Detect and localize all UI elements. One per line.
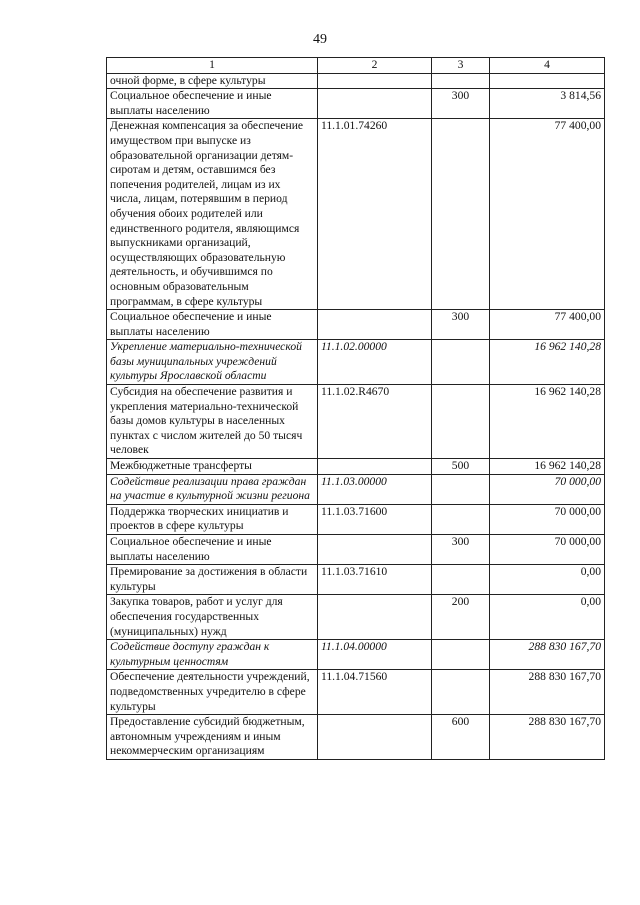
- row-name-cell: Социальное обеспечение и иные выплаты населению: [107, 310, 318, 340]
- row-kvr-cell: [432, 119, 490, 310]
- table-row: [107, 89, 605, 119]
- row-amount-cell: 288 830 167,70: [490, 715, 605, 760]
- table-row: [107, 715, 605, 760]
- table-row: [107, 565, 605, 595]
- table-row: [107, 535, 605, 565]
- table-row: [107, 385, 605, 459]
- row-code-cell: 11.1.02.R4670: [318, 385, 432, 459]
- row-kvr-cell: [432, 340, 490, 385]
- row-name-cell: Социальное обеспечение и иные выплаты населению: [107, 89, 318, 119]
- row-name-cell: Закупка товаров, работ и услуг для обеспечения государственных (муниципальных) нужд: [107, 595, 318, 640]
- row-code-cell: 11.1.01.74260: [318, 119, 432, 310]
- table-row: [107, 640, 605, 670]
- row-code-cell: 11.1.04.00000: [318, 640, 432, 670]
- row-name-cell: Укрепление материально-технической базы муниципальных учреждений культуры Ярославской области: [107, 340, 318, 385]
- header-col-4: 4: [490, 58, 605, 74]
- row-code-cell: [318, 459, 432, 475]
- row-name-cell: Предоставление субсидий бюджетным, автономным учреждениям и иным некоммерческим организациям: [107, 715, 318, 760]
- row-name-cell: Обеспечение деятельности учреждений, подведомственных учредителю в сфере культуры: [107, 670, 318, 715]
- row-code-cell: 11.1.03.71600: [318, 504, 432, 534]
- table-row: [107, 459, 605, 475]
- row-name-cell: Содействие реализации права граждан на участие в культурной жизни региона: [107, 474, 318, 504]
- table-row: [107, 119, 605, 310]
- row-kvr-cell: 300: [432, 310, 490, 340]
- row-kvr-cell: 300: [432, 535, 490, 565]
- row-kvr-cell: 600: [432, 715, 490, 760]
- row-amount-cell: 77 400,00: [490, 310, 605, 340]
- row-name-cell: Поддержка творческих инициатив и проектов в сфере культуры: [107, 504, 318, 534]
- row-code-cell: 11.1.03.71610: [318, 565, 432, 595]
- table-row: [107, 504, 605, 534]
- row-code-cell: [318, 535, 432, 565]
- table-row: [107, 474, 605, 504]
- row-amount-cell: 16 962 140,28: [490, 459, 605, 475]
- row-name-cell: Субсидия на обеспечение развития и укрепления материально-технической базы домов культуры в населенных пунктах с числом жителей до 50 тысяч человек: [107, 385, 318, 459]
- header-col-1: 1: [107, 58, 318, 74]
- page-number: 49: [313, 32, 327, 47]
- row-kvr-cell: [432, 565, 490, 595]
- table-header: [107, 58, 605, 74]
- row-code-cell: [318, 715, 432, 760]
- row-kvr-cell: [432, 73, 490, 89]
- row-kvr-cell: [432, 670, 490, 715]
- row-kvr-cell: [432, 640, 490, 670]
- row-name-cell: Денежная компенсация за обеспечение имуществом при выпуске из образовательной организации детям-сиротам и детям, оставшимся без попечения родителей, лицам из их числа, лицам, потерявшим в период обучения обоих родителей или единственного родителя, являющимся выпускниками организаций, осуществляющих образовательную деятельность, и обучившимся по основным образовательным программам, в сфере культуры: [107, 119, 318, 310]
- row-kvr-cell: 500: [432, 459, 490, 475]
- row-name-cell: Содействие доступу граждан к культурным ценностям: [107, 640, 318, 670]
- table-row: [107, 670, 605, 715]
- row-amount-cell: 0,00: [490, 565, 605, 595]
- row-amount-cell: 288 830 167,70: [490, 670, 605, 715]
- row-code-cell: [318, 595, 432, 640]
- row-kvr-cell: 200: [432, 595, 490, 640]
- table-row: [107, 310, 605, 340]
- row-amount-cell: 0,00: [490, 595, 605, 640]
- row-amount-cell: 70 000,00: [490, 535, 605, 565]
- row-kvr-cell: [432, 385, 490, 459]
- header-row: [107, 58, 605, 74]
- row-amount-cell: 16 962 140,28: [490, 340, 605, 385]
- row-name-cell: Социальное обеспечение и иные выплаты населению: [107, 535, 318, 565]
- header-col-2: 2: [318, 58, 432, 74]
- row-amount-cell: 77 400,00: [490, 119, 605, 310]
- row-code-cell: 11.1.04.71560: [318, 670, 432, 715]
- row-kvr-cell: [432, 474, 490, 504]
- row-code-cell: 11.1.03.00000: [318, 474, 432, 504]
- table-row: [107, 73, 605, 89]
- row-amount-cell: 16 962 140,28: [490, 385, 605, 459]
- row-code-cell: [318, 73, 432, 89]
- row-kvr-cell: 300: [432, 89, 490, 119]
- table-row: [107, 595, 605, 640]
- row-code-cell: [318, 310, 432, 340]
- row-amount-cell: 288 830 167,70: [490, 640, 605, 670]
- row-code-cell: 11.1.02.00000: [318, 340, 432, 385]
- row-kvr-cell: [432, 504, 490, 534]
- header-col-3: 3: [432, 58, 490, 74]
- row-name-cell: очной форме, в сфере культуры: [107, 73, 318, 89]
- row-amount-cell: 3 814,56: [490, 89, 605, 119]
- row-amount-cell: 70 000,00: [490, 474, 605, 504]
- row-amount-cell: 70 000,00: [490, 504, 605, 534]
- row-name-cell: Межбюджетные трансферты: [107, 459, 318, 475]
- table-body: [107, 73, 605, 759]
- row-amount-cell: [490, 73, 605, 89]
- row-code-cell: [318, 89, 432, 119]
- budget-table: [106, 57, 605, 760]
- row-name-cell: Премирование за достижения в области культуры: [107, 565, 318, 595]
- table-row: [107, 340, 605, 385]
